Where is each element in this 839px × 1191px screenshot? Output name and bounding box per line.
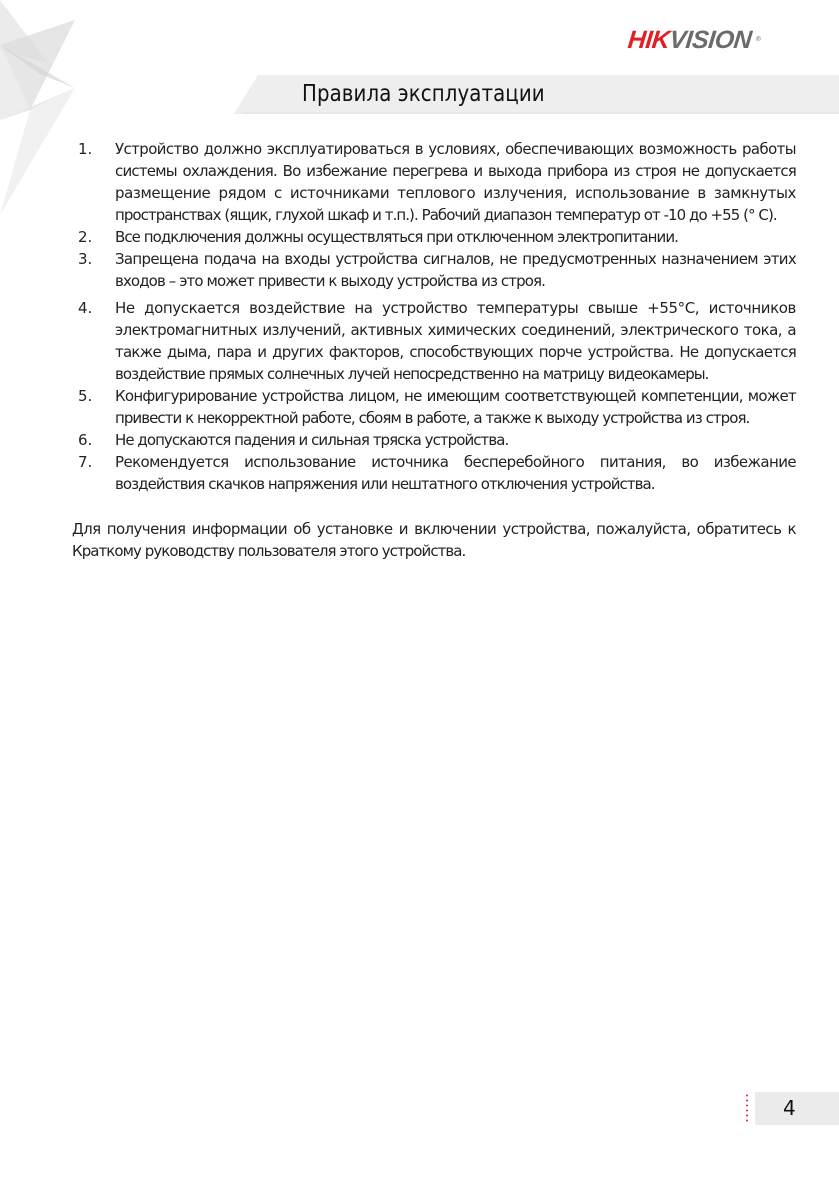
rule-number: 7. [78,453,93,471]
rule-line: Устройство должно эксплуатироваться в условиях, обеспечивающих возможность работы [115,140,796,158]
rule-line: Рекомендуется использование источника бесперебойного питания, во избежание [115,453,796,471]
page-marker-dots [746,1093,748,1123]
rule-item-4 [78,297,796,385]
rule-number: 6. [78,431,93,449]
rule-line: входов – это может привести к выходу устройства из строя. [115,272,545,290]
rule-line: воздействия скачков напряжения или нештатного отключения устройства. [115,475,655,493]
rule-line: Не допускаются падения и сильная тряска устройства. [115,431,509,449]
registered-mark: ® [755,36,761,43]
rule-item-6 [78,429,796,451]
rule-number: 4. [78,299,93,317]
rule-number: 3. [78,250,93,268]
rule-item-2 [78,226,796,248]
rule-line: Запрещена подача на входы устройства сигналов, не предусмотренных назначением этих [115,250,796,268]
rule-line: размещение рядом с источниками теплового излучения, использование в замкнутых [115,184,796,202]
note-line: Краткому руководству пользователя этого устройства. [72,542,466,560]
rule-line: привести к некорректной работе, сбоям в работе, а также к выходу устройства из строя. [115,409,750,427]
rule-item-1 [78,138,796,226]
rule-line: Не допускается воздействие на устройство температуры свыше +55°C, источников [115,299,796,317]
page-title: Правила эксплуатации [302,81,545,107]
rule-line: пространствах (ящик, глухой шкаф и т.п.). Рабочий диапазон температур от -10 до +55 (° C). [115,206,777,224]
rule-line: электромагнитных излучений, активных химических соединений, электрического тока, а [115,321,796,339]
rule-item-3 [78,248,796,292]
rule-line: системы охлаждения. Во избежание перегрева и выхода прибора из строя не допускается [115,162,796,180]
rules-list [78,138,796,495]
logo-part-gray: VISION [668,26,753,54]
logo-part-red: HIK [626,26,672,54]
page-number-box [755,1092,839,1125]
installation-note [72,518,796,562]
page-number: 4 [783,1096,796,1120]
rule-line: воздействие прямых солнечных лучей непосредственно на матрицу видеокамеры. [115,365,709,383]
rule-item-7 [78,451,796,495]
rule-number: 2. [78,228,93,246]
rule-item-5 [78,385,796,429]
rule-line: также дыма, пара и других факторов, способствующих порче устройства. Не допускается [115,343,796,361]
hikvision-logo [626,26,761,54]
rule-number: 1. [78,140,93,158]
decorative-shapes-icon [0,0,80,220]
note-line: Для получения информации об установке и включении устройства, пожалуйста, обратитесь к [72,520,796,538]
rule-line: Конфигурирование устройства лицом, не имеющим соответствующей компетенции, может [115,387,796,405]
rule-number: 5. [78,387,93,405]
rule-line: Все подключения должны осуществляться при отключенном электропитании. [115,228,678,246]
